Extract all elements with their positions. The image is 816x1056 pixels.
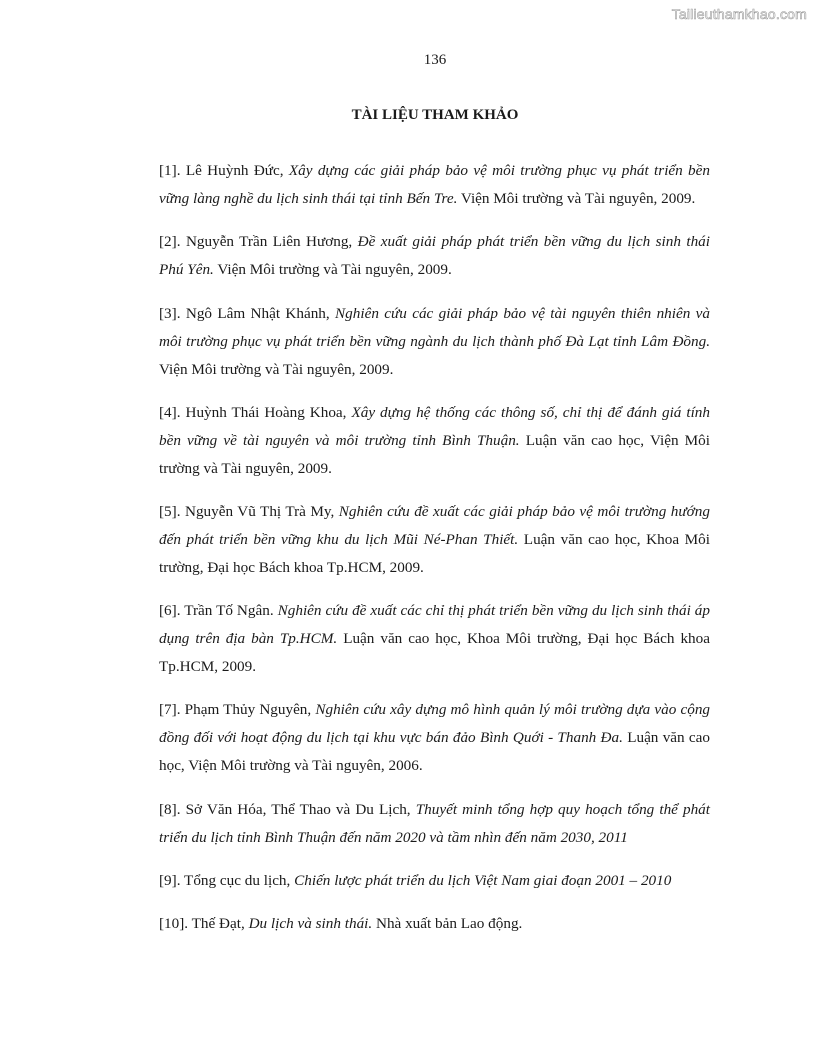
reference-label: [1]. bbox=[159, 162, 181, 180]
reference-item bbox=[159, 696, 710, 780]
reference-label: [7]. bbox=[159, 701, 181, 719]
reference-item bbox=[159, 498, 710, 582]
reference-label: [2]. bbox=[159, 233, 181, 251]
reference-publisher: Luận văn cao học, Viện Môi trường và Tài nguyên, 2006. bbox=[159, 729, 710, 775]
reference-publisher: Viện Môi trường và Tài nguyên, 2009. bbox=[159, 360, 394, 378]
reference-title: Xây dựng các giải pháp bảo vệ môi trường phục vụ phát triển bền vững làng nghề du lịch sinh thái tại tỉnh Bến Tre. bbox=[159, 162, 710, 208]
reference-publisher: Viện Môi trường và Tài nguyên, 2009. bbox=[213, 261, 452, 279]
reference-author: Thế Đạt, bbox=[188, 914, 249, 932]
reference-item bbox=[159, 867, 710, 895]
reference-label: [9]. bbox=[159, 871, 181, 889]
reference-label: [6]. bbox=[159, 602, 181, 620]
reference-author: Lê Huỳnh Đức, bbox=[180, 162, 289, 180]
reference-label: [8]. bbox=[159, 800, 181, 818]
reference-author: Huỳnh Thái Hoàng Khoa, bbox=[180, 403, 352, 421]
reference-item bbox=[159, 157, 710, 213]
reference-title: Du lịch và sinh thái. bbox=[248, 914, 373, 932]
reference-author: Trần Tố Ngân. bbox=[180, 602, 278, 620]
reference-publisher: Luận văn cao học, Viện Môi trường và Tài nguyên, 2009. bbox=[159, 431, 710, 477]
reference-label: [3]. bbox=[159, 304, 181, 322]
page-number: 136 bbox=[423, 52, 447, 68]
reference-publisher: Viện Môi trường và Tài nguyên, 2009. bbox=[457, 190, 696, 208]
reference-item bbox=[159, 228, 710, 284]
reference-item bbox=[159, 796, 710, 852]
reference-title: Nghiên cứu các giải pháp bảo vệ tài nguyên thiên nhiên và môi trường phục vụ phát triển bền vững ngành du lịch thành phố Đà Lạt tỉnh Lâm Đồng. bbox=[159, 304, 711, 350]
watermark: Tailieuthamkhao.com bbox=[671, 6, 807, 22]
reference-author: Tổng cục du lịch, bbox=[180, 871, 295, 889]
reference-label: [5]. bbox=[159, 502, 181, 520]
reference-title: Chiến lược phát triển du lịch Việt Nam giai đoạn 2001 – 2010 bbox=[294, 871, 672, 889]
reference-author: Nguyễn Vũ Thị Trà My, bbox=[180, 502, 339, 520]
page-title: TÀI LIỆU THAM KHẢO bbox=[351, 107, 519, 123]
reference-title: Nghiên cứu đề xuất các chỉ thị phát triển bền vững du lịch sinh thái áp dụng trên địa bàn Tp.HCM. bbox=[159, 602, 710, 648]
reference-label: [4]. bbox=[159, 403, 181, 421]
reference-author: Phạm Thủy Nguyên, bbox=[180, 701, 316, 719]
reference-title: Đề xuất giải pháp phát triển bền vững du lịch sinh thái Phú Yên. bbox=[159, 233, 710, 279]
reference-publisher: Luận văn cao học, Khoa Môi trường, Đại học Bách khoa Tp.HCM, 2009. bbox=[159, 530, 710, 576]
reference-item bbox=[159, 597, 710, 681]
reference-title: Thuyết minh tổng hợp quy hoạch tổng thể phát triển du lịch tỉnh Bình Thuận đến năm 2020 và tầm nhìn đến năm 2030, 2011 bbox=[159, 800, 710, 846]
reference-publisher: Luận văn cao học, Khoa Môi trường, Đại học Bách khoa Tp.HCM, 2009. bbox=[159, 630, 710, 676]
reference-author: Sở Văn Hóa, Thể Thao và Du Lịch, bbox=[180, 800, 416, 818]
reference-title: Nghiên cứu xây dựng mô hình quản lý môi trường dựa vào cộng đồng đối với hoạt động du lịch tại khu vực bán đảo Bình Quới - Thanh Đa. bbox=[159, 701, 711, 747]
reference-title: Xây dựng hệ thống các thông số, chỉ thị để đánh giá tính bền vững về tài nguyên và môi trường tỉnh Bình Thuận. bbox=[159, 403, 710, 449]
reference-author: Ngô Lâm Nhật Khánh, bbox=[180, 304, 336, 322]
reference-label: [10]. bbox=[159, 914, 189, 932]
reference-item bbox=[159, 910, 710, 938]
reference-list bbox=[159, 142, 710, 947]
reference-item bbox=[159, 300, 710, 384]
reference-title: Nghiên cứu đề xuất các giải pháp bảo vệ môi trường hướng đến phát triển bền vững khu du lịch Mũi Né-Phan Thiết. bbox=[159, 502, 710, 548]
reference-publisher: Nhà xuất bản Lao động. bbox=[372, 914, 523, 932]
reference-item bbox=[159, 399, 710, 483]
reference-author: Nguyễn Trần Liên Hương, bbox=[180, 233, 358, 251]
